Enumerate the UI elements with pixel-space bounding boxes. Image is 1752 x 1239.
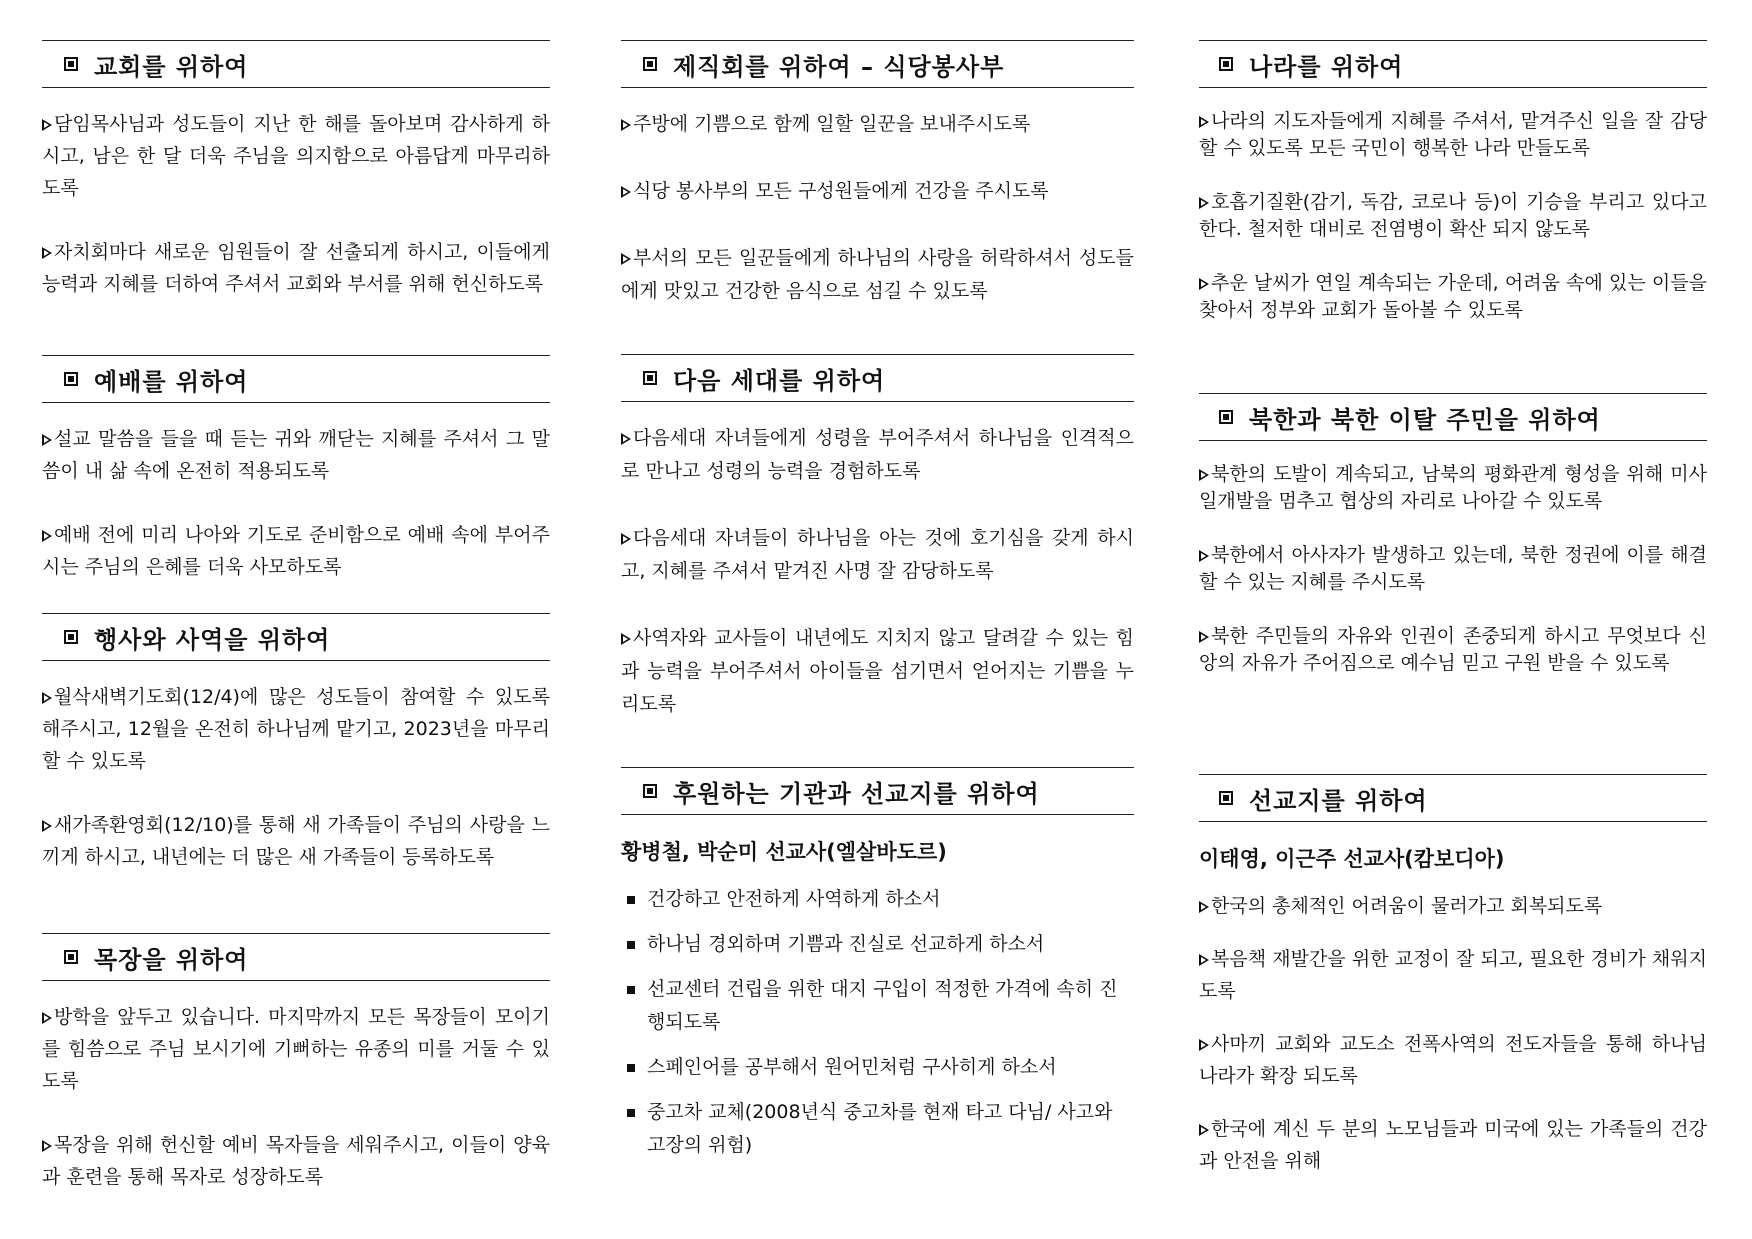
prayer-text: 추운 날씨가 연일 계속되는 가운데, 어려움 속에 있는 이들을 찾아서 정부와 교회가 돌아볼 수 있도록 [1199,272,1707,321]
prayer-item [1199,189,1707,243]
prayer-item [42,681,550,777]
prayer-text: 예배 전에 미리 나아와 기도로 준비함으로 예배 속에 부어주시는 주님의 은혜를 더욱 사모하도록 [42,524,550,578]
prayer-item [42,423,550,487]
list-item [627,928,1134,961]
triangle-bullet-icon [42,434,52,446]
square-bullet-icon [64,630,78,644]
section-title: 교회를 위하여 [94,52,249,81]
triangle-bullet-icon [1199,197,1209,209]
section-title: 제직회를 위하여 – 식당봉사부 [673,52,1005,81]
prayer-text: 한국의 총체적인 어려움이 물러가고 회복되도록 [1211,895,1603,917]
prayer-text: 한국에 계신 두 분의 노모님들과 미국에 있는 가족들의 건강과 안전을 위해 [1199,1118,1707,1172]
section-elders [42,933,550,1225]
prayer-text: 북한의 도발이 계속되고, 남북의 평화관계 형성을 위해 미사일개발을 멈추고 협상의 자리로 나아갈 수 있도록 [1199,463,1707,512]
triangle-bullet-icon [42,1012,52,1024]
prayer-item [1199,1028,1707,1092]
prayer-item [1199,623,1707,677]
section-nextgen [621,354,1134,755]
square-bullet-icon [643,57,657,71]
section-events [42,613,550,905]
section-title: 선교지를 위하여 [1249,786,1428,815]
prayer-text: 복음책 재발간을 위한 교정이 잘 되고, 필요한 경비가 채워지도록 [1199,948,1707,1002]
prayer-item [621,522,1134,588]
prayer-item [42,236,550,300]
prayer-text: 목장을 위해 헌신할 예비 목자들을 세워주시고, 이들이 양육과 훈련을 통해 목자로 성장하도록 [42,1134,550,1188]
list-item [627,883,1134,916]
section-title: 목장을 위하여 [94,945,249,974]
list-item-text: 하나님 경외하며 기쁨과 진실로 선교하게 하소서 [647,933,1045,955]
section-mission [1199,774,1707,1198]
square-bullet-icon [627,1064,635,1072]
section-heading [621,354,1134,402]
prayer-text: 나라의 지도자들에게 지혜를 주셔서, 맡겨주신 일을 잘 감당할 수 있도록 모든 국민이 행복한 나라 만들도록 [1199,110,1707,159]
triangle-bullet-icon [1199,1124,1209,1136]
triangle-bullet-icon [1199,469,1209,481]
section-heading [621,767,1134,815]
prayer-text: 주방에 기쁨으로 함께 일할 일꾼을 보내주시도록 [633,113,1031,135]
prayer-item [621,108,1134,141]
triangle-bullet-icon [1199,278,1209,290]
triangle-bullet-icon [1199,631,1209,643]
prayer-text: 자치회마다 새로운 임원들이 잘 선출되게 하시고, 이들에게 능력과 지혜를 더하여 주셔서 교회와 부서를 위해 헌신하도록 [42,241,550,295]
section-title: 북한과 북한 이탈 주민을 위하여 [1249,405,1601,434]
triangle-bullet-icon [1199,954,1209,966]
triangle-bullet-icon [42,820,52,832]
prayer-item [621,175,1134,208]
prayer-text: 담임목사님과 성도들이 지난 한 해를 돌아보며 감사하게 하시고, 남은 한 달 더욱 주님을 의지함으로 아름답게 마무리하도록 [42,113,550,199]
square-bullet-icon [1219,57,1233,71]
list-item [627,1051,1134,1084]
list-item-text: 중고차 교체(2008년식 중고차를 현재 타고 다님/ 사고와 고장의 위험) [647,1101,1113,1156]
missionary-name: 이태영, 이근주 선교사(캄보디아) [1199,847,1505,871]
prayer-item [42,108,550,204]
prayer-text: 다음세대 자녀들에게 성령을 부어주셔서 하나님을 인격적으로 만나고 성령의 능력을 경험하도록 [621,427,1134,482]
square-bullet-icon [627,1109,635,1117]
prayer-item [42,1129,550,1193]
prayer-item [1199,890,1707,922]
triangle-bullet-icon [1199,1039,1209,1051]
square-bullet-icon [643,784,657,798]
section-heading [42,933,550,981]
prayer-text: 방학을 앞두고 있습니다. 마지막까지 모든 목장들이 모이기를 힘씀으로 주님 보시기에 기뻐하는 유종의 미를 거둘 수 있도록 [42,1006,550,1092]
triangle-bullet-icon [1199,901,1209,913]
triangle-bullet-icon [621,186,631,198]
prayer-item [621,242,1134,308]
prayer-text: 사역자와 교사들이 내년에도 지치지 않고 달려갈 수 있는 힘과 능력을 부어주셔서 아이들을 섬기면서 얻어지는 기쁨을 누리도록 [621,627,1134,715]
prayer-item [1199,1113,1707,1177]
section-church [42,40,550,332]
prayer-item [1199,108,1707,162]
prayer-item [42,809,550,873]
square-bullet-icon [1219,791,1233,805]
section-northkorea [1199,393,1707,704]
prayer-text: 사마끼 교회와 교도소 전폭사역의 전도자들을 통해 하나님 나라가 확장 되도록 [1199,1033,1707,1087]
section-heading [1199,774,1707,822]
triangle-bullet-icon [621,633,631,645]
square-bullet-icon [64,57,78,71]
section-heading [621,40,1134,88]
triangle-bullet-icon [42,692,52,704]
list-item [627,973,1134,1039]
square-bullet-icon [1219,410,1233,424]
prayer-item [621,422,1134,488]
section-heading [1199,393,1707,441]
triangle-bullet-icon [42,530,52,542]
triangle-bullet-icon [621,253,631,265]
prayer-item [1199,461,1707,515]
prayer-text: 월삭새벽기도회(12/4)에 많은 성도들이 참여할 수 있도록 해주시고, 12월을 온전히 하나님께 맡기고, 2023년을 마무리할 수 있도록 [42,686,550,772]
prayer-text: 호흡기질환(감기, 독감, 코로나 등)이 기승을 부리고 있다고 한다. 철저한 대비로 전염병이 확산 되지 않도록 [1199,191,1707,240]
section-heading [42,613,550,661]
square-bullet-icon [643,371,657,385]
list-item-text: 선교센터 건립을 위한 대지 구입이 적정한 가격에 속히 진행되도록 [647,978,1118,1033]
list-item [627,1096,1134,1162]
prayer-item [1199,270,1707,324]
prayer-text: 다음세대 자녀들이 하나님을 아는 것에 호기심을 갖게 하시고, 지혜를 주셔서 맡겨진 사명 잘 감당하도록 [621,527,1134,582]
square-bullet-icon [64,950,78,964]
prayer-text: 북한 주민들의 자유와 인권이 존중되게 하시고 무엇보다 신앙의 자유가 주어짐으로 예수님 믿고 구원 받을 수 있도록 [1199,625,1707,674]
triangle-bullet-icon [621,433,631,445]
section-title: 나라를 위하여 [1249,52,1404,81]
prayer-item [42,519,550,583]
missionary-name: 황병철, 박순미 선교사(엘살바도르) [621,840,947,864]
triangle-bullet-icon [1199,116,1209,128]
section-heading [42,40,550,88]
triangle-bullet-icon [42,247,52,259]
prayer-item [621,622,1134,721]
prayer-text: 부서의 모든 일꾼들에게 하나님의 사랑을 허락하셔서 성도들에게 맛있고 건강한 음식으로 섬길 수 있도록 [621,247,1134,302]
section-title: 다음 세대를 위하여 [673,366,886,395]
triangle-bullet-icon [1199,550,1209,562]
triangle-bullet-icon [42,1140,52,1152]
prayer-item [1199,542,1707,596]
triangle-bullet-icon [621,119,631,131]
square-bullet-icon [627,896,635,904]
prayer-text: 새가족환영회(12/10)를 통해 새 가족들이 주님의 사랑을 느끼게 하시고, 내년에는 더 많은 새 가족들이 등록하도록 [42,814,550,868]
section-kitchen [621,40,1134,342]
prayer-list [621,883,1134,1162]
list-item-text: 건강하고 안전하게 사역하게 하소서 [647,888,941,910]
square-bullet-icon [627,986,635,994]
prayer-item [1199,943,1707,1007]
triangle-bullet-icon [621,533,631,545]
section-title: 예배를 위하여 [94,367,249,396]
prayer-item [42,1001,550,1097]
prayer-text: 식당 봉사부의 모든 구성원들에게 건강을 주시도록 [633,180,1049,202]
square-bullet-icon [64,372,78,386]
square-bullet-icon [627,941,635,949]
prayer-text: 설교 말씀을 들을 때 듣는 귀와 깨닫는 지혜를 주셔서 그 말씀이 내 삶 속에 온전히 적용되도록 [42,428,550,482]
triangle-bullet-icon [42,119,52,131]
section-title: 행사와 사역을 위하여 [94,625,331,654]
section-nation [1199,40,1707,351]
section-worship [42,355,550,615]
section-title: 후원하는 기관과 선교지를 위하여 [673,779,1040,808]
section-support [621,767,1134,1174]
prayer-text: 북한에서 아사자가 발생하고 있는데, 북한 정권에 이를 해결할 수 있는 지혜를 주시도록 [1199,544,1707,593]
section-heading [42,355,550,403]
list-item-text: 스페인어를 공부해서 원어민처럼 구사히게 하소서 [647,1056,1057,1078]
section-heading [1199,40,1707,88]
